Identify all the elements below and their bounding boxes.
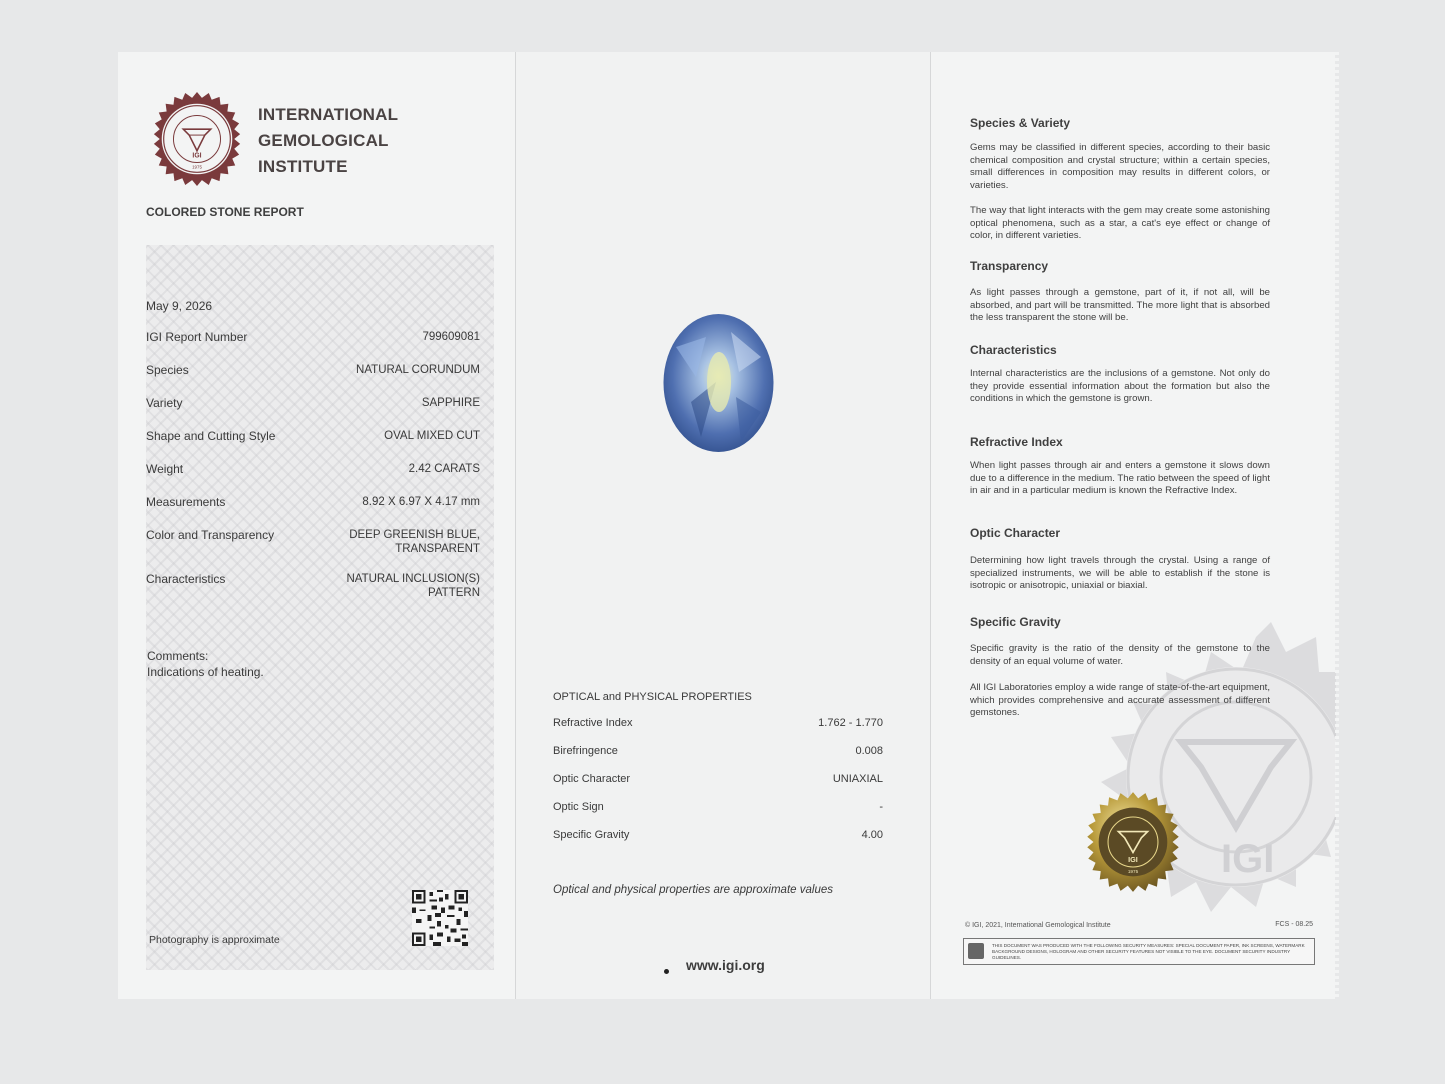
field-value-line-2: PATTERN: [428, 587, 480, 599]
gold-hologram-seal: [1081, 790, 1185, 894]
comments-text: Indications of heating.: [147, 665, 264, 679]
field-value: [349, 528, 480, 556]
glossary-text-species-variety-2: The way that light interacts with the gem may create some astonishing optical phenomena, such as a star, a cat's eye effect or change of color, in different varieties.: [970, 205, 1270, 242]
property-label: Optic Character: [553, 773, 631, 785]
glossary-heading-transparency: Transparency: [970, 259, 1049, 273]
gem-panel: [516, 52, 930, 999]
field-label: Measurements: [146, 495, 226, 509]
property-value: UNIAXIAL: [832, 773, 883, 785]
glossary-heading-optic-character: Optic Character: [970, 526, 1061, 540]
glossary-text-characteristics: Internal characteristics are the inclusions of a gemstone. Not only do they provide essential information about the formation but also the conditions in which the gemstone is grown.: [970, 368, 1270, 405]
field-label: Weight: [146, 462, 184, 476]
property-value: 0.008: [855, 745, 883, 757]
approximate-values-note: Optical and physical properties are approximate values: [553, 884, 833, 896]
property-value: 1.762 - 1.770: [818, 717, 883, 729]
property-label: Specific Gravity: [553, 829, 630, 841]
igi-logo-seal: [148, 90, 246, 188]
property-label: Birefringence: [553, 745, 618, 757]
field-value: SAPPHIRE: [421, 397, 480, 409]
comments-block: [147, 648, 264, 680]
field-value-line-1: NATURAL INCLUSION(S): [346, 573, 480, 585]
svg-text:IGI: IGI: [1128, 854, 1138, 864]
property-value: -: [879, 801, 883, 813]
svg-text:IGI: IGI: [192, 152, 202, 160]
gem-photo: [661, 312, 776, 454]
security-notice-text: THIS DOCUMENT WAS PRODUCED WITH THE FOLLOWING SECURITY MEASURES: SPECIAL DOCUMENT PAPER, INK SCREENS, WATERMARK BACKGROUND DESIGNS, HOLOGRAM AND OTHER SECURITY FEATURES NOT VISIBLE TO THE EYE. DOCUMENT SECURITY INDUSTRY GUIDELINES.: [992, 943, 1305, 960]
field-value-line-2: TRANSPARENT: [395, 543, 480, 555]
glossary-heading-specific-gravity: Specific Gravity: [970, 615, 1061, 629]
glossary-heading-refractive-index: Refractive Index: [970, 435, 1063, 449]
svg-text:1975: 1975: [192, 164, 202, 170]
lock-icon: [968, 943, 984, 959]
security-notice-bar: [963, 938, 1315, 965]
field-label: Characteristics: [146, 572, 226, 586]
svg-text:IGI: IGI: [1221, 837, 1275, 881]
form-code: FCS - 08.25: [1275, 921, 1313, 928]
security-pattern-background: [146, 245, 494, 970]
glossary-text-refractive-index: When light passes through air and enters a gemstone it slows down due to a difference in the medium. The ratio between the speed of light in air and in a particular medium is known the Refractive Index.: [970, 460, 1270, 497]
ink-dot: [664, 969, 669, 974]
field-label: IGI Report Number: [146, 330, 248, 344]
glossary-text-optic-character: Determining how light travels through the crystal. Using a range of specialized instruments, we will be able to establish if the stone is isotropic or anisotropic, uniaxial or biaxial.: [970, 555, 1270, 592]
glossary-text-transparency: As light passes through a gemstone, part of it, if not all, will be absorbed, and part will be transmitted. The more light that is absorbed the less transparent the stone will be.: [970, 287, 1270, 324]
field-label: Species: [146, 363, 189, 377]
property-label: Refractive Index: [553, 717, 633, 729]
org-name-line-2: GEMOLOGICAL: [258, 131, 389, 150]
svg-text:1975: 1975: [1127, 869, 1139, 875]
field-value: 799609081: [422, 331, 480, 343]
glossary-text-specific-gravity-2: All IGI Laboratories employ a wide range of state-of-the-art equipment, which provides comprehensive and accurate assessment of different gemstones.: [970, 682, 1270, 719]
copyright-text: © IGI, 2021, International Gemological Institute: [965, 922, 1111, 929]
organization-name: [258, 102, 398, 180]
field-value-line-1: DEEP GREENISH BLUE,: [349, 529, 480, 541]
field-value: [346, 572, 480, 600]
comments-label: Comments:: [147, 649, 209, 663]
field-label: Color and Transparency: [146, 528, 275, 542]
report-date: May 9, 2026: [146, 299, 213, 313]
field-label: Shape and Cutting Style: [146, 429, 276, 443]
qr-code-icon[interactable]: [412, 889, 468, 947]
report-title: COLORED STONE REPORT: [146, 205, 304, 219]
field-value: OVAL MIXED CUT: [384, 430, 480, 442]
org-name-line-3: INSTITUTE: [258, 157, 348, 176]
photography-note: Photography is approximate: [149, 934, 280, 946]
glossary-heading-species-variety: Species & Variety: [970, 116, 1071, 130]
field-value: 8.92 X 6.97 X 4.17 mm: [362, 496, 480, 508]
glossary-heading-characteristics: Characteristics: [970, 343, 1057, 357]
org-name-line-1: INTERNATIONAL: [258, 105, 399, 124]
field-value: 2.42 CARATS: [408, 463, 480, 475]
website-link[interactable]: www.igi.org: [686, 957, 765, 973]
glossary-text-specific-gravity-1: Specific gravity is the ratio of the density of the gemstone to the density of an equal volume of water.: [970, 643, 1270, 667]
report-panel: [118, 52, 516, 999]
properties-title: OPTICAL and PHYSICAL PROPERTIES: [553, 691, 752, 703]
glossary-text-species-variety-1: Gems may be classified in different species, according to their basic chemical composition and crystal structure; within a certain species, small differences in composition may results in different colors, or varieties.: [970, 142, 1270, 191]
glossary-panel: [930, 52, 1335, 999]
property-label: Optic Sign: [553, 801, 604, 813]
field-value: NATURAL CORUNDUM: [356, 364, 480, 376]
field-label: Variety: [146, 396, 183, 410]
property-value: 4.00: [861, 829, 883, 841]
